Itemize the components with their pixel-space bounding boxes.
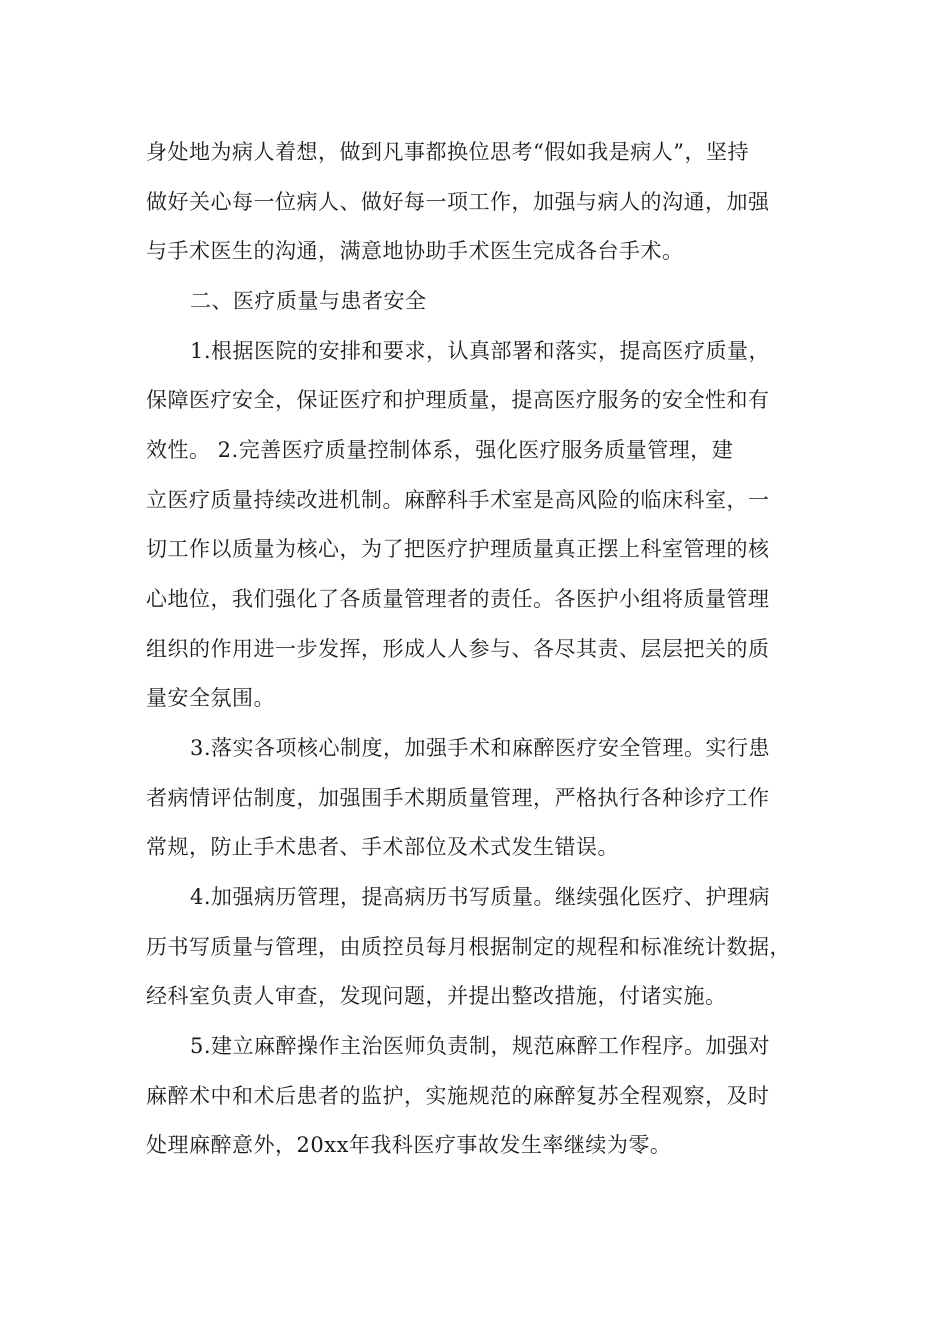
section-heading: 二、医疗质量与患者安全 bbox=[190, 289, 427, 313]
text-line: 5.建立麻醉操作主治医师负责制，规范麻醉工作程序。加强对 bbox=[190, 1034, 771, 1058]
text-line: 量安全氛围。 bbox=[146, 686, 275, 710]
text-line: 切工作以质量为核心，为了把医疗护理质量真正摆上科室管理的核 bbox=[146, 537, 770, 561]
text-line: 做好关心每一位病人、做好每一项工作，加强与病人的沟通，加强 bbox=[146, 190, 770, 214]
text-line: 1.根据医院的安排和要求，认真部署和落实，提高医疗质量， bbox=[190, 339, 771, 363]
text-line: 与手术医生的沟通，满意地协助手术医生完成各台手术。 bbox=[146, 239, 684, 263]
text-line: 身处地为病人着想，做到凡事都换位思考“假如我是病人”，坚持 bbox=[146, 140, 749, 164]
text-line: 4.加强病历管理，提高病历书写质量。继续强化医疗、护理病 bbox=[190, 885, 771, 909]
text-line: 经科室负责人审查，发现问题，并提出整改措施，付诸实施。 bbox=[146, 984, 727, 1008]
text-line: 效性。 2.完善医疗质量控制体系，强化医疗服务质量管理，建 bbox=[146, 438, 734, 462]
text-line: 组织的作用进一步发挥，形成人人参与、各尽其责、层层把关的质 bbox=[146, 637, 770, 661]
text-line: 心地位，我们强化了各质量管理者的责任。各医护小组将质量管理 bbox=[146, 587, 770, 611]
text-line: 3.落实各项核心制度，加强手术和麻醉医疗安全管理。实行患 bbox=[190, 736, 771, 760]
text-line: 常规，防止手术患者、手术部位及术式发生错误。 bbox=[146, 835, 619, 859]
text-line: 立医疗质量持续改进机制。麻醉科手术室是高风险的临床科室，一 bbox=[146, 488, 770, 512]
text-line: 麻醉术中和术后患者的监护，实施规范的麻醉复苏全程观察，及时 bbox=[146, 1084, 770, 1108]
text-line: 者病情评估制度，加强围手术期质量管理，严格执行各种诊疗工作 bbox=[146, 786, 770, 810]
text-line: 保障医疗安全，保证医疗和护理质量，提高医疗服务的安全性和有 bbox=[146, 388, 770, 412]
text-line: 处理麻醉意外，20xx年我科医疗事故发生率继续为零。 bbox=[146, 1133, 672, 1157]
text-line: 历书写质量与管理，由质控员每月根据制定的规程和标准统计数据， bbox=[146, 935, 791, 959]
